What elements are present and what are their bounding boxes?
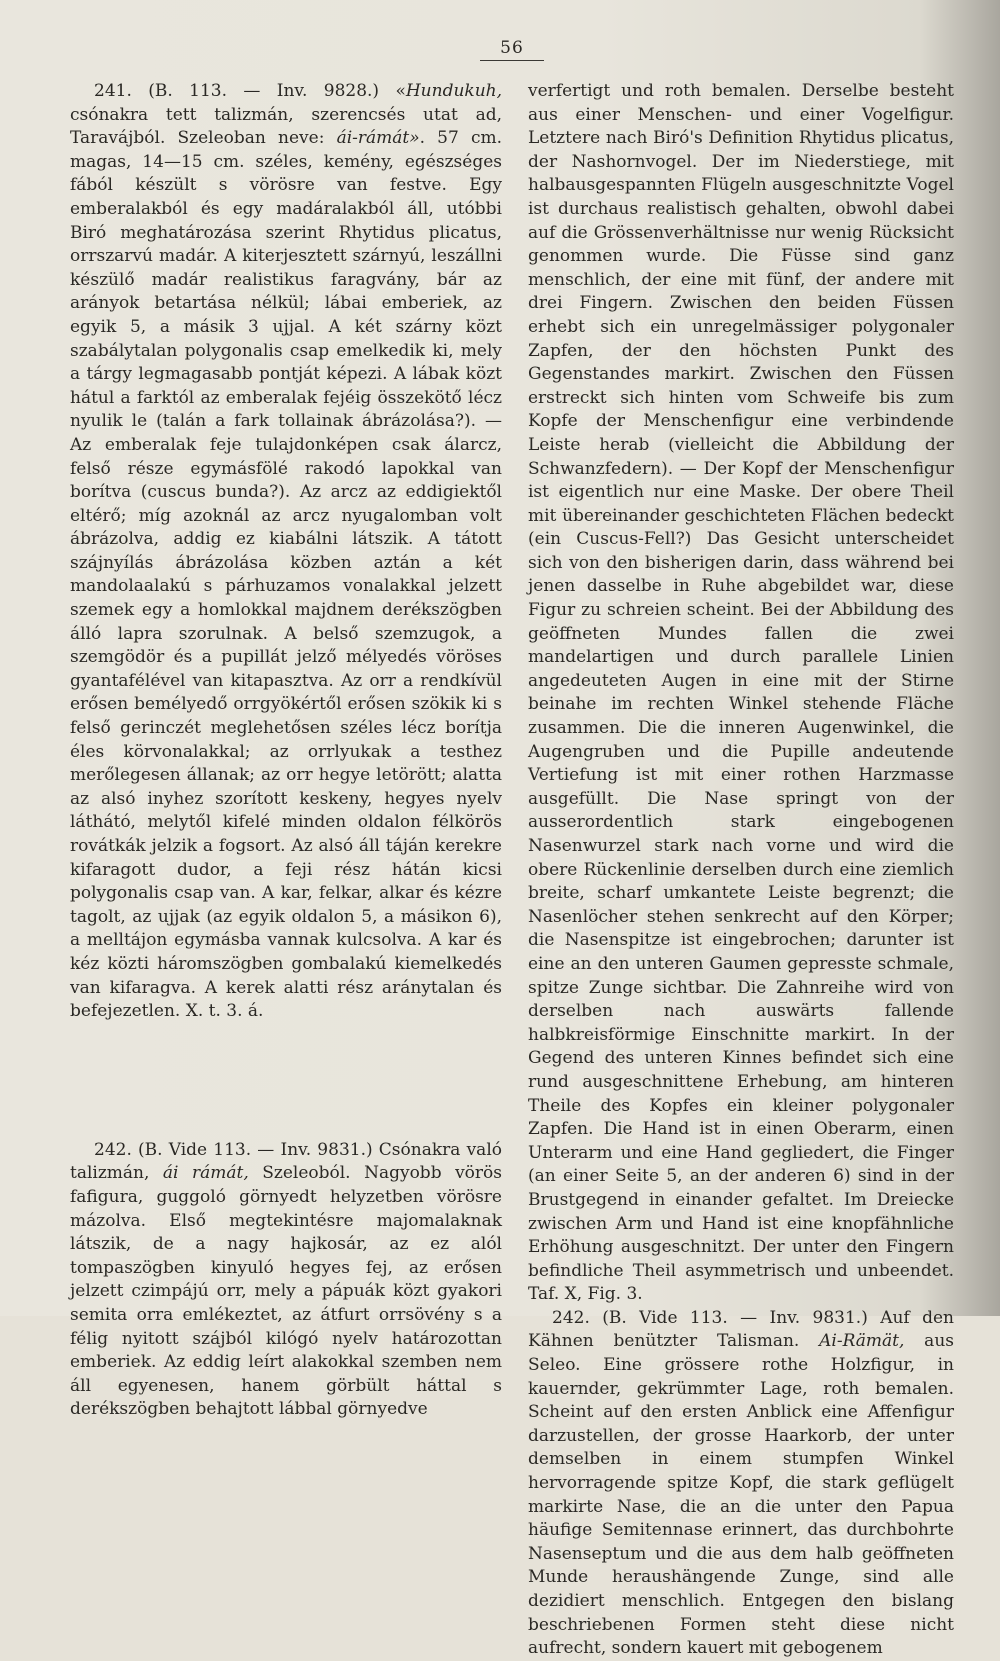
entry-241-german-continuation: verfertigt und roth bemalen. Derselbe besteht aus einer Menschen- und einer Vogelfigur. Letztere nach Biró's Definition Rhytidus plicatus, der Nashornvogel. Der im Niederstiege, mit halbausgespannten Flügeln ausgeschnitzte Vogel ist durchaus realistisch gehalten, obwohl dabei auf die Grössenverhältnisse nur wenig Rücksicht genommen wurde. Die Füsse sind ganz menschlich, der eine mit fünf, der andere mit drei Fingern. Zwischen den beiden Füssen erhebt sich ein unregelmässiger polygonaler Zapfen, der den höchsten Punkt des Gegenstandes markirt. Zwischen den Füssen erstreckt sich hinten vom Schweife bis zum Kopfe der Menschenfigur eine verbindende Leiste herab (vielleicht die Abbildung der Schwanzfedern). — Der Kopf der Menschenfigur ist eigentlich nur eine Maske. Der obere Theil mit übereinander geschichteten Flächen bedeckt (ein Cuscus-Fell?) Das Gesicht unterscheidet sich von den bisherigen darin, dass während bei jenen dasselbe in Ruhe abgebildet war, diese Figur zu schreien scheint. Bei der Abbildung des geöffneten Mundes fallen die zwei mandelartigen und durch parallele Linien angedeuteten Augen in eine mit der Stirne beinahe im rechten Winkel stehende Fläche zusammen. Die die inneren Augenwinkel, die Augengruben und die Pupille andeutende Vertiefung ist mit einer rothen Harzmasse ausgefüllt. Die Nase springt von der ausserordentlich stark eingebogenen Nasenwurzel stark nach vorne und wird die obere Rückenlinie derselben durch eine ziemlich breite, scharf umkantete Leiste begrenzt; die Nasenlöcher stehen senkrecht auf den Körper; die Nasenspitze ist eingebrochen; darunter ist eine an den unteren Gaumen gepresste schmale, spitze Zunge sichtbar. Die Zahnreihe wird von derselben nach auswärts fallende halbkreisförmige Einschnitte markirt. In der Gegend des unteren Kinnes befindet sich eine rund ausgeschnittene Erhebung, am hinteren Theile des Kopfes ein kleiner polygonaler Zapfen. Die Hand ist in einen Oberarm, einen Unterarm und eine Hand gegliedert, die Finger (an einer Seite 5, an der anderen 6) sind in der Brustgegend in einander gefaltet. Im Dreiecke zwischen Arm und Hand ist eine knopfähnliche Erhöhung ausgeschnitzt. Der unter den Fingern befindliche Theil asymmetrisch und unbeendet. Taf. X, Fig. 3. <box>528 81 954 1305</box>
entry-241-italic-title: Hundukuh, <box>405 81 502 101</box>
entry-242-italic-native-name: ái rámát, <box>162 1163 249 1184</box>
entry-241-italic-native-name: ái-rámát» <box>336 128 420 149</box>
page-number-rule <box>480 60 544 61</box>
entry-242-text-part-1: 242. (B. Vide 113. — Inv. 9831.) Csónakra való talizmán, <box>70 1139 502 1184</box>
entry-241-text-part-2: csónakra tett talizmán, szerencsés utat ad, Taravájból. Szeleoban neve: <box>70 104 502 149</box>
entry-241-hungarian <box>70 80 502 1024</box>
entry-242-german <box>528 1307 954 1661</box>
entry-242-text-part-2: Szeleoból. Nagyobb vörös fafigura, guggoló görnyedt helyzetben vörösre mázolva. Első megtekintésre majomalaknak látszik, de a nagy hajkosár, az ez alól tompaszögben kinyuló hegyes fej, az erősen jelzett czimpájú orr, mely a pápuák közt gyakori semita orra emlékeztet, az átfurt orrsövény s a félig nyitott szájból kilógó nyelv határozottan emberiek. Az eddig leírt alakokkal szemben nem áll egyenesen, hanem görbült háttal s derékszögben behajtott lábbal görnyedve <box>70 1163 502 1420</box>
left-column-hungarian <box>70 80 502 1422</box>
entry-241-text-part-1: 241. (B. 113. — Inv. 9828.) « <box>94 81 406 101</box>
entry-242-de-text-part-2: aus Seleo. Eine grössere rothe Holzfigur, in kauernder, gekrümmter Lage, roth bemalen. Scheint auf den ersten Anblick eine Affenfigur darzustellen, der grosse Haarkorb, der unter demselben in einem stumpfen Winkel hervorragende spitze Kopf, die stark geflügelt markirte Nase, die an die unter den Papua häufige Semitennase erinnert, das durchbohrte Nasenseptum und die aus dem halb geöffneten Munde heraushängende Zunge, sind alle dezidiert menschlich. Entgegen den bislang beschriebenen Formen steht diese nicht aufrecht, sondern kauert mit gebogenem <box>528 1331 954 1659</box>
entry-242-hungarian <box>70 1139 502 1422</box>
page-number: 56 <box>500 38 524 58</box>
entry-242-de-text-part-1: 242. (B. Vide 113. — Inv. 9831.) Auf den Kähnen benützter Talisman. <box>528 1307 954 1352</box>
right-column-german <box>528 80 954 1661</box>
entry-gap <box>70 1024 502 1139</box>
entry-241-text-part-3: . 57 cm. magas, 14—15 cm. széles, kemény, egészséges fából készült s vörösre van festve. Egy emberalakból és egy madáralakból áll, utóbbi Biró meghatározása szerint Rhytidus plicatus, orrszarvú madár. A kiterjesztett szárnyú, leszállni készülő madár realistikus faragvány, bár az arányok betartása nélkül; lábai emberiek, az egyik 5, a másik 3 ujjal. A két szárny közt szabálytalan polygonalis csap emelkedik ki, mely a tárgy legmagasabb pontját képezi. A lábak közt hátul a farktól az emberalak fejéig összekötő lécz nyulik le (talán a fark tollainak ábrázolása?). — Az emberalak feje tulajdonképen csak álarcz, felső része egymásfölé rakodó lapokkal van borítva (cuscus bunda?). Az arcz az eddigiektől eltérő; míg azoknál az arcz nyugalomban volt ábrázolva, addig ez kiabálni látszik. A tátott szájnyílás ábrázolása közben aztán a két mandolaalakú s párhuzamos vonalakkal jelzett szemek egy a homlokkal majdnem derékszögben álló lapra szorulnak. A belső szemzugok, a szemgödör és a pupillát jelző mélyedés vöröses gyantafélével van kitapasztva. Az orr a rendkívül erősen bemélyedő orrgyökértől erősen szökik ki s felső gerinczét meglehetősen széles lécz borítja éles körvonalakkal; az orrlyukak a testhez merőlegesen állanak; az orr hegye letörött; alatta az alsó inyhez szorított keskeny, hegyes nyelv láthátó, melytől kifelé minden oldalon félkörös rovátkák jelzik a fogsort. Az alsó áll táján kerekre kifaragott dudor, a feji rész hátán kicsi polygonalis csap van. A kar, felkar, alkar és kézre tagolt, az ujjak (az egyik oldalon 5, a másikon 6), a melltájon egymásba vannak kulcsolva. A kar és kéz közti háromszögben gombalakú kiemelkedés van kifaragva. A kerek alatti rész aránytalan és befejezetlen. X. t. 3. á. <box>70 128 502 1022</box>
entry-242-de-italic-native-name: Ai-Rämät, <box>819 1331 905 1352</box>
